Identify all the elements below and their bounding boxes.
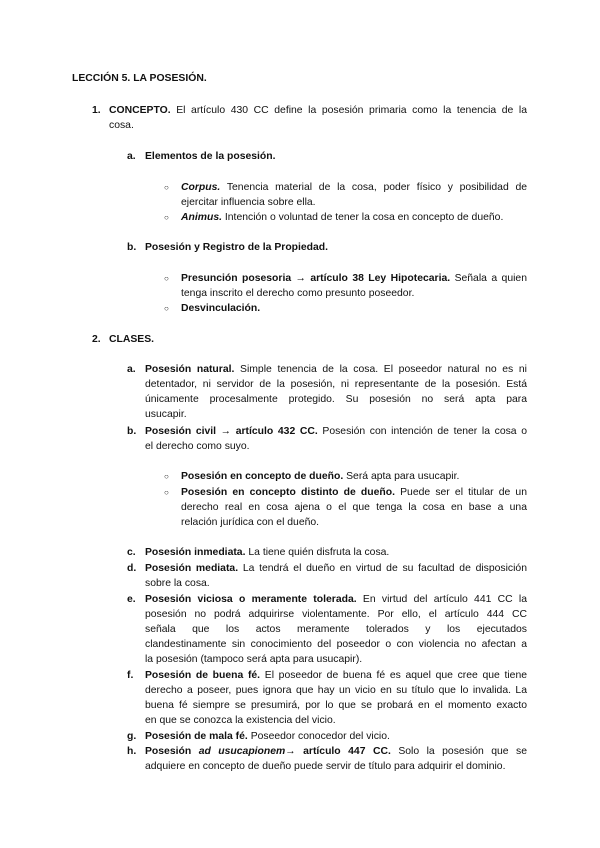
item-c-marker: c. bbox=[127, 547, 136, 558]
item-h-marker: h. bbox=[127, 746, 137, 757]
subsection-1a-marker: a. bbox=[127, 151, 136, 162]
posesion-mala-fe: Posesión de mala fé. Poseedor conocedor del vicio. bbox=[145, 731, 390, 742]
presuncion-term: Presunción posesoria → artículo 38 Ley Hipotecaria. bbox=[181, 273, 451, 284]
posesion-ad-usucapionem: Posesión ad usucapionem→ artículo 447 CC. Solo la posesión que se adquiere en concepto de dueño puede servir de título para adquirir el dominio. bbox=[145, 746, 528, 772]
posesion-natural: Posesión natural. Simple tenencia de la cosa. El poseedor natural no es ni detentador, ni servidor de la posesión, ni representante de la posesión. Está únicamente procesalmente protegido. Su posesión no será apta para usucapir. bbox=[145, 364, 527, 420]
desvinculacion-item: Desvinculación. bbox=[181, 303, 261, 314]
posesion-inmediata: Posesión inmediata. La tiene quién disfruta la cosa. bbox=[145, 547, 390, 558]
section-2-heading: CLASES. bbox=[109, 334, 155, 345]
lesson-title: LECCIÓN 5. LA POSESIÓN. bbox=[72, 73, 207, 84]
concepto-distinto-item: Posesión en concepto distinto de dueño. Puede ser el titular de un derecho real en cosa ajena o el que tenga la cosa en base a una relación jurídica con el dueño. bbox=[181, 487, 527, 528]
bullet-icon: ○ bbox=[164, 213, 169, 222]
bullet-icon: ○ bbox=[164, 472, 169, 481]
posesion-civil-term: Posesión civil → artículo 432 CC. bbox=[145, 426, 318, 437]
corpus-term: Corpus. bbox=[181, 182, 221, 193]
concepto-line2: cosa. bbox=[109, 120, 134, 131]
section-1-marker: 1. bbox=[92, 105, 101, 116]
item-a-marker: a. bbox=[127, 364, 136, 375]
item-b-marker: b. bbox=[127, 426, 137, 437]
posesion-inmediata-term: Posesión inmediata. bbox=[145, 547, 246, 558]
presuncion-item: Presunción posesoria → artículo 38 Ley Hipotecaria. Señala a quien tenga inscrito el derecho como presunto poseedor. bbox=[181, 273, 527, 299]
subsection-1b-marker: b. bbox=[127, 242, 137, 253]
concepto-distinto-term: Posesión en concepto distinto de dueño. bbox=[181, 487, 395, 498]
item-g-marker: g. bbox=[127, 731, 137, 742]
posesion-civil: Posesión civil → artículo 432 CC. Posesión con intención de tener la cosa o el derecho como suyo. bbox=[145, 426, 527, 452]
bullet-icon: ○ bbox=[164, 304, 169, 313]
posesion-buena-fe: Posesión de buena fé. El poseedor de buena fé es aquel que cree que tiene derecho a poseer, pues ignora que hay un vicio en su título que lo invalida. La buena fé siempre se presumirá, por lo que se probará en el momento exacto en que se conozca la existencia del vicio. bbox=[145, 670, 528, 726]
posesion-mala-fe-term: Posesión de mala fé. bbox=[145, 731, 248, 742]
item-f-marker: f. bbox=[127, 670, 134, 681]
bullet-icon: ○ bbox=[164, 488, 169, 497]
item-e-marker: e. bbox=[127, 594, 136, 605]
posesion-buena-fe-term: Posesión de buena fé. bbox=[145, 670, 261, 681]
subsection-1a-heading: Elementos de la posesión. bbox=[145, 151, 276, 162]
posesion-mediata: Posesión mediata. La tendrá el dueño en virtud de su facultad de disposición sobre la cosa. bbox=[145, 563, 527, 589]
animus-item: Animus. Intención o voluntad de tener la cosa en concepto de dueño. bbox=[181, 212, 504, 223]
concepto-dueno-item: Posesión en concepto de dueño. Será apta para usucapir. bbox=[181, 471, 460, 482]
corpus-item: Corpus. Tenencia material de la cosa, poder físico y posibilidad de ejercitar influencia sobre ella. bbox=[181, 182, 527, 208]
item-d-marker: d. bbox=[127, 563, 137, 574]
section-1-concepto bbox=[109, 103, 527, 133]
posesion-natural-term: Posesión natural. bbox=[145, 364, 235, 375]
posesion-viciosa: Posesión viciosa o meramente tolerada. En virtud del artículo 441 CC la posesión no podrá adquirirse violentamente. Por ello, el artículo 444 CC señala que los actos meramente tolerados y los ejecutados clandestinamente sin conocimiento del poseedor o con violencia no afectan a la posesión (tampoco será apta para usucapir). bbox=[145, 594, 528, 665]
concepto-line1: El artículo 430 CC define la posesión primaria como la tenencia de la bbox=[176, 105, 527, 116]
bullet-icon: ○ bbox=[164, 183, 169, 192]
concepto-heading: CONCEPTO. bbox=[109, 105, 171, 116]
posesion-mediata-term: Posesión mediata. bbox=[145, 563, 239, 574]
animus-term: Animus. bbox=[181, 212, 222, 223]
subsection-1b-heading: Posesión y Registro de la Propiedad. bbox=[145, 242, 329, 253]
bullet-icon: ○ bbox=[164, 274, 169, 283]
concepto-dueno-term: Posesión en concepto de dueño. bbox=[181, 471, 344, 482]
posesion-ad-usucapionem-term: Posesión ad usucapionem→ artículo 447 CC. bbox=[145, 746, 391, 757]
section-2-marker: 2. bbox=[92, 334, 101, 345]
posesion-viciosa-term: Posesión viciosa o meramente tolerada. bbox=[145, 594, 357, 605]
